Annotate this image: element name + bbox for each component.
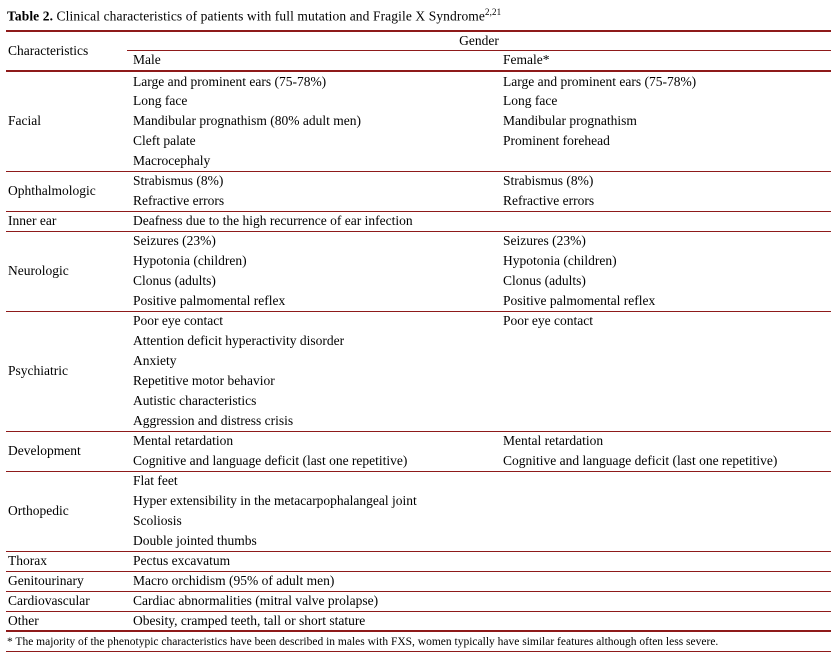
table-row — [6, 431, 831, 451]
table-row — [6, 211, 831, 231]
female-cell — [497, 491, 831, 511]
female-cell — [497, 531, 831, 551]
female-cell — [497, 551, 831, 571]
header-gender: Gender — [127, 31, 831, 51]
table-row — [6, 111, 831, 131]
table-row — [6, 351, 831, 371]
male-cell: Seizures (23%) — [127, 231, 497, 251]
table-row — [6, 151, 831, 171]
female-cell — [497, 351, 831, 371]
female-cell: Positive palmomental reflex — [503, 292, 656, 308]
male-cell: Hypotonia (children) — [133, 253, 247, 268]
table-title-label: Table 2. — [7, 8, 54, 24]
male-cell: Pectus excavatum — [127, 551, 497, 571]
male-cell: Cardiac abnormalities (mitral valve prolapse) — [127, 591, 497, 611]
table-row — [6, 131, 831, 151]
female-cell — [497, 471, 831, 491]
male-cell: Macro orchidism (95% of adult men) — [127, 571, 497, 591]
female-cell — [497, 151, 831, 171]
female-cell: Hypotonia (children) — [503, 253, 617, 268]
male-cell: Repetitive motor behavior — [133, 373, 275, 388]
male-cell: Clonus (adults) — [133, 273, 216, 288]
female-cell — [497, 391, 831, 411]
table-title-text: Clinical characteristics of patients with full mutation and Fragile X Syndrome — [53, 8, 486, 24]
category-cell: Cardiovascular — [6, 591, 127, 611]
male-cell: Mandibular prognathism (80% adult men) — [133, 113, 361, 128]
table-row — [6, 391, 831, 411]
table-row — [6, 531, 831, 551]
female-cell — [497, 591, 831, 611]
table-row — [6, 71, 831, 91]
male-cell: Cognitive and language deficit (last one repetitive) — [133, 452, 408, 468]
female-cell: Long face — [503, 93, 558, 108]
female-cell — [497, 371, 831, 391]
female-cell — [497, 571, 831, 591]
female-cell: Seizures (23%) — [497, 231, 831, 251]
category-cell: Thorax — [6, 551, 127, 571]
category-cell: Other — [6, 611, 127, 631]
female-cell: Cognitive and language deficit (last one repetitive) — [503, 452, 778, 468]
table-row — [6, 451, 831, 471]
category-cell: Ophthalmologic — [6, 171, 127, 211]
category-cell: Inner ear — [6, 211, 127, 231]
male-cell: Hyper extensibility in the metacarpophalangeal joint — [133, 493, 417, 508]
male-cell: Flat feet — [127, 471, 497, 491]
male-cell: Positive palmomental reflex — [133, 292, 286, 308]
male-cell: Strabismus (8%) — [127, 171, 497, 191]
male-cell: Poor eye contact — [127, 311, 497, 331]
spanning-cell: Deafness due to the high recurrence of ear infection — [127, 211, 831, 231]
table-row — [6, 311, 831, 331]
table-row — [6, 591, 831, 611]
female-cell — [497, 511, 831, 531]
female-cell: Prominent forehead — [503, 133, 610, 148]
header-female: Female* — [497, 50, 831, 71]
male-cell: Double jointed thumbs — [133, 532, 257, 548]
clinical-characteristics-table — [6, 30, 831, 633]
female-cell: Large and prominent ears (75-78%) — [497, 71, 831, 91]
table-row — [6, 331, 831, 351]
category-cell: Facial — [6, 71, 127, 171]
male-cell: Long face — [133, 93, 188, 108]
female-cell: Poor eye contact — [497, 311, 831, 331]
female-cell: Mandibular prognathism — [503, 113, 637, 128]
female-cell — [497, 331, 831, 351]
table-row — [6, 91, 831, 111]
male-cell: Large and prominent ears (75-78%) — [127, 71, 497, 91]
table-row — [6, 411, 831, 431]
header-male: Male — [127, 50, 497, 71]
table-row — [6, 511, 831, 531]
table-row — [6, 231, 831, 251]
male-cell: Macrocephaly — [133, 152, 211, 168]
male-cell: Mental retardation — [127, 431, 497, 451]
table-row — [6, 251, 831, 271]
category-cell: Development — [6, 431, 127, 471]
female-cell — [497, 611, 831, 631]
table-row — [6, 271, 831, 291]
category-cell: Genitourinary — [6, 571, 127, 591]
category-cell: Neurologic — [6, 231, 127, 311]
header-characteristics: Characteristics — [6, 31, 127, 72]
male-cell: Obesity, cramped teeth, tall or short stature — [127, 611, 497, 631]
male-cell: Refractive errors — [133, 192, 225, 208]
male-cell: Aggression and distress crisis — [133, 412, 294, 428]
table-row — [6, 611, 831, 631]
table-title — [6, 3, 833, 30]
header-row-gender — [6, 31, 831, 51]
female-cell — [497, 411, 831, 431]
table-footnote: * The majority of the phenotypic characteristics have been described in males with FXS, women typically have similar features although often less severe. — [6, 632, 831, 652]
table-row — [6, 191, 831, 211]
female-cell: Refractive errors — [503, 192, 595, 208]
table-row — [6, 171, 831, 191]
female-cell: Strabismus (8%) — [497, 171, 831, 191]
male-cell: Cleft palate — [133, 133, 196, 148]
table-row — [6, 491, 831, 511]
table-row — [6, 571, 831, 591]
category-cell: Psychiatric — [6, 311, 127, 431]
table-row — [6, 291, 831, 311]
male-cell: Attention deficit hyperactivity disorder — [133, 333, 345, 348]
female-cell: Mental retardation — [497, 431, 831, 451]
table-row — [6, 471, 831, 491]
male-cell: Autistic characteristics — [133, 393, 257, 408]
table-title-citation: 2,21 — [485, 7, 502, 17]
female-cell: Clonus (adults) — [503, 273, 586, 288]
category-cell: Orthopedic — [6, 471, 127, 551]
table-row — [6, 551, 831, 571]
header-row-sex — [6, 50, 831, 71]
male-cell: Anxiety — [133, 353, 177, 368]
male-cell: Scoliosis — [133, 513, 182, 528]
table-row — [6, 371, 831, 391]
